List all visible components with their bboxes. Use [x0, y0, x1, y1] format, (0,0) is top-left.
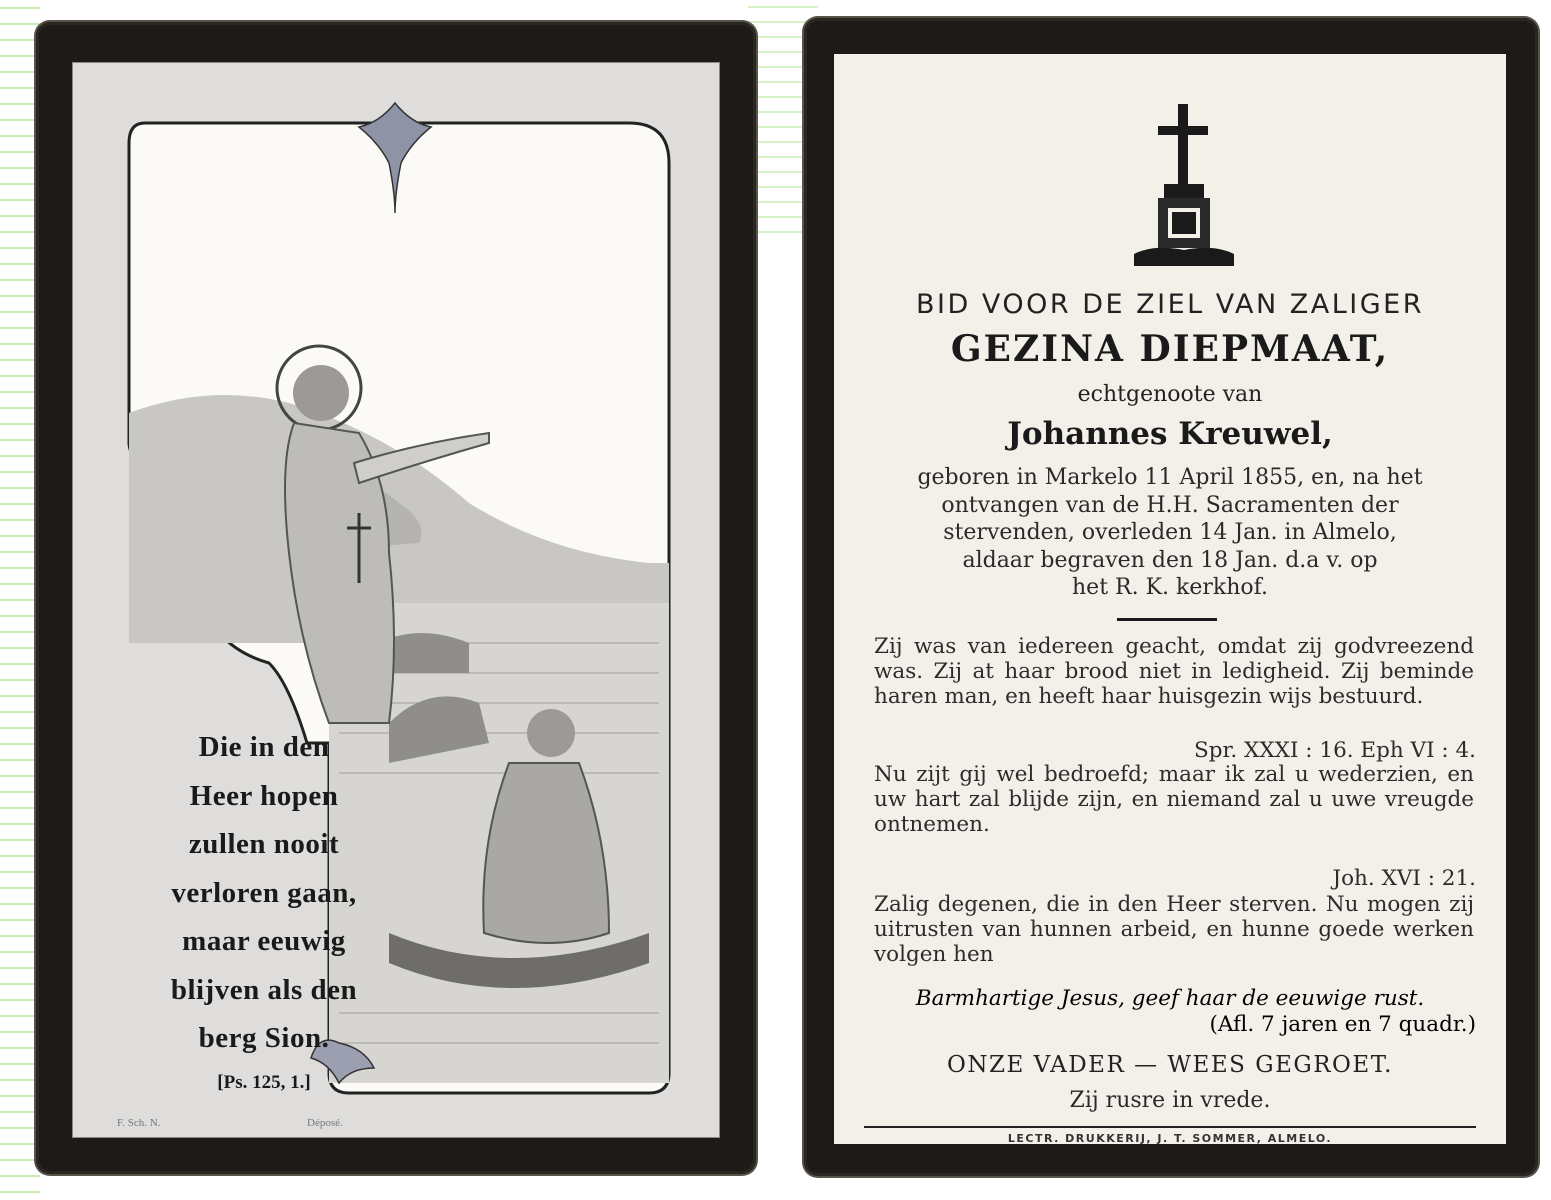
verse-line: blijven als den — [170, 973, 358, 1006]
verse-line: Heer hopen — [189, 779, 339, 812]
cross-monument-icon — [1134, 104, 1234, 274]
bio-line: stervenden, overleden 14 Jan. in Almelo, — [943, 520, 1397, 545]
verse-line: Die in den — [198, 731, 330, 763]
publisher-mark: F. Sch. N. — [117, 1117, 161, 1129]
picture-frame — [89, 83, 701, 1129]
bio-line: aldaar begraven den 18 Jan. d.a v. op — [962, 547, 1378, 573]
bottom-divider — [864, 1126, 1476, 1128]
scan-edge-left — [0, 0, 40, 1200]
relation-label: echtgenoote van — [1077, 382, 1263, 407]
scripture-reference: Joh. XVI : 21. — [1332, 866, 1476, 891]
bio-line: geboren in Markelo 11 April 1855, en, na het — [917, 465, 1423, 490]
memorial-card-back — [804, 18, 1538, 1176]
scripture-reference: Spr. XXXI : 16. Eph VI : 4. — [1193, 738, 1476, 763]
prayer-heading: BID VOOR DE ZIEL VAN ZALIGER — [916, 289, 1424, 320]
card-back-panel — [834, 54, 1506, 1144]
printer-credit: LECTR. DRUKKERIJ, J. T. SOMMER, ALMELO. — [1007, 1132, 1333, 1145]
verse-line: zullen nooit — [188, 828, 340, 860]
deceased-name: GEZINA DIEPMAAT, — [950, 328, 1390, 370]
verse-reference: [Ps. 125, 1.] — [217, 1071, 311, 1093]
verse-line: berg Sion. — [198, 1022, 330, 1054]
deposit-mark: Déposé. — [307, 1117, 343, 1129]
prayers-line: ONZE VADER — WEES GEGROET. — [947, 1052, 1393, 1078]
scripture-verse — [129, 723, 399, 1103]
bio-line: ontvangen van de H.H. Sacramenten der — [941, 492, 1399, 518]
indulgence-note: (Afl. 7 jaren en 7 quadr.) — [1209, 1012, 1476, 1037]
prayer-line: Barmhartige Jesus, geef haar de eeuwige rust. — [915, 986, 1425, 1011]
card-front-panel — [72, 62, 720, 1138]
verse-line: verloren gaan, — [171, 876, 357, 909]
eulogy-paragraph: Zij was van iedereen geacht, omdat zij godvreezend was. Zij at haar brood niet in ledigheid. Zij beminde haren man, en heeft haar huisgezin wijs bestuurd. — [874, 634, 1474, 709]
bio-line: het R. K. kerkhof. — [1072, 575, 1268, 600]
blessing-paragraph: Zalig degenen, die in den Heer sterven. Nu mogen zij uitrusten van hunnen arbeid, en hunne goede werken volgen hen — [874, 892, 1474, 967]
divider — [1117, 618, 1217, 621]
consolation-paragraph: Nu zijt gij wel bedroefd; maar ik zal u wederzien, en uw hart zal blijde zijn, en niemand zal u uwe vreugde ontnemen. — [874, 762, 1474, 837]
memorial-card-front — [36, 22, 756, 1174]
husband-name: Johannes Kreuwel, — [1007, 416, 1333, 452]
biography — [834, 464, 1506, 602]
rest-in-peace: Zij rusre in vrede. — [1069, 1088, 1271, 1113]
verse-line: maar eeuwig — [182, 925, 346, 957]
